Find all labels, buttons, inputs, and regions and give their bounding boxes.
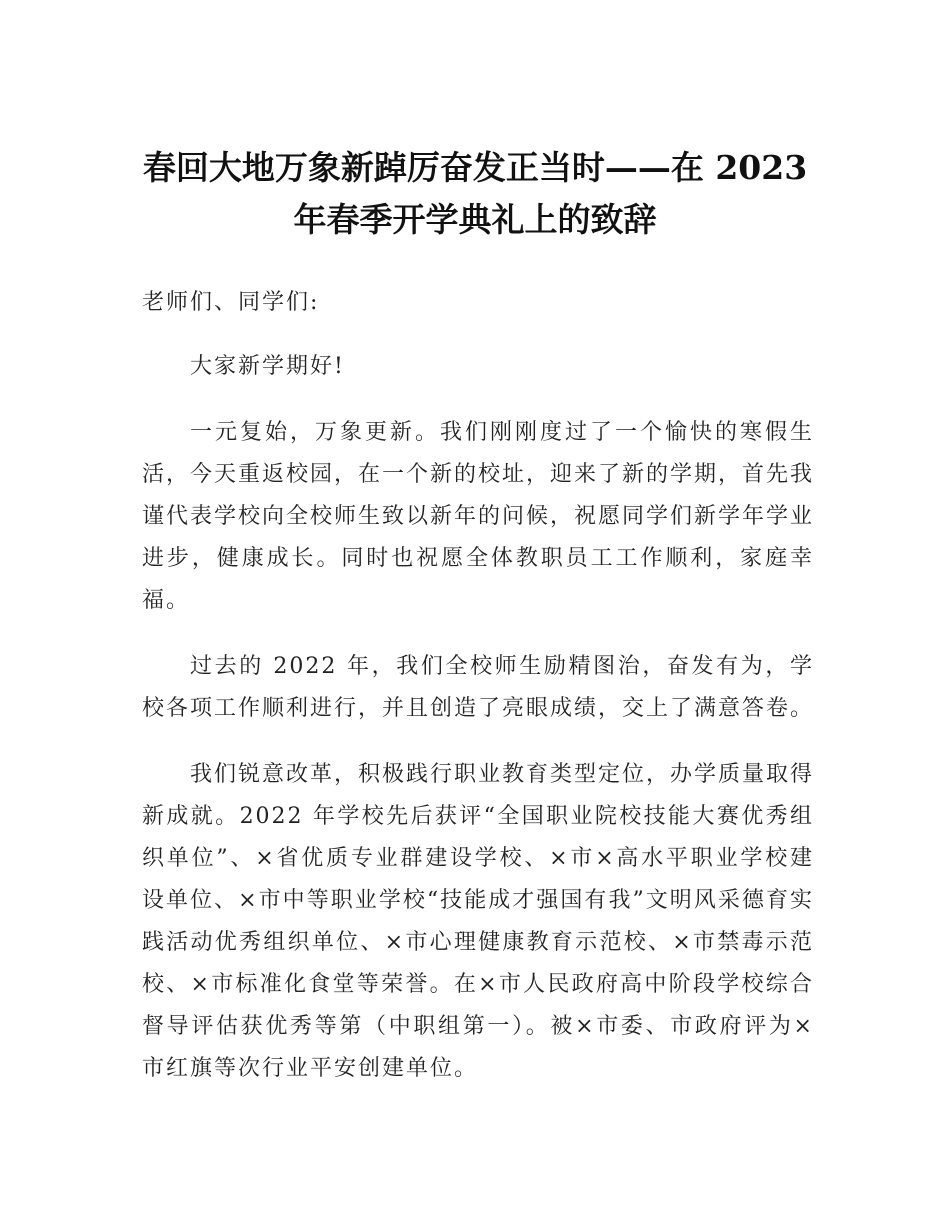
paragraph-2022-review: 过去的 2022 年，我们全校师生励精图治，奋发有为，学校各项工作顺利进行，并且创造了亮眼成绩，交上了满意答卷。 [142,654,815,721]
paragraph-achievements: 我们锐意改革，积极践行职业教育类型定位，办学质量取得新成就。2022 年学校先后获评“全国职业院校技能大赛优秀组织单位”、×省优质专业群建设学校、×市×高水平职业学校建设单位、×市中等职业学校“技能成才强国有我”文明风采德育实践活动优秀组织单位、×市心理健康教育示范校、×市禁毒示范校、×市标准化食堂等荣誉。在×市人民政府高中阶段学校综合督导评估获优秀等第（中职组第一）。被×市委、市政府评为×市红旗等次行业平安创建单位。 [142,762,815,1081]
paragraph-new-semester: 一元复始，万象更新。我们刚刚度过了一个愉快的寒假生活，今天重返校园，在一个新的校址，迎来了新的学期，首先我谨代表学校向全校师生致以新年的问候，祝愿同学们新学年学业进步，健康成长。同时也祝愿全体教职员工工作顺利，家庭幸福。 [142,420,815,613]
title-line-1: 春回大地万象新踔厉奋发正当时——在 2023 [142,148,808,187]
paragraph-greeting: 大家新学期好! [190,354,345,379]
document-body [142,282,814,1114]
title-line-2: 年春季开学典礼上的致辞 [293,200,657,239]
document-title [100,142,850,246]
salutation: 老师们、同学们: [142,290,320,315]
